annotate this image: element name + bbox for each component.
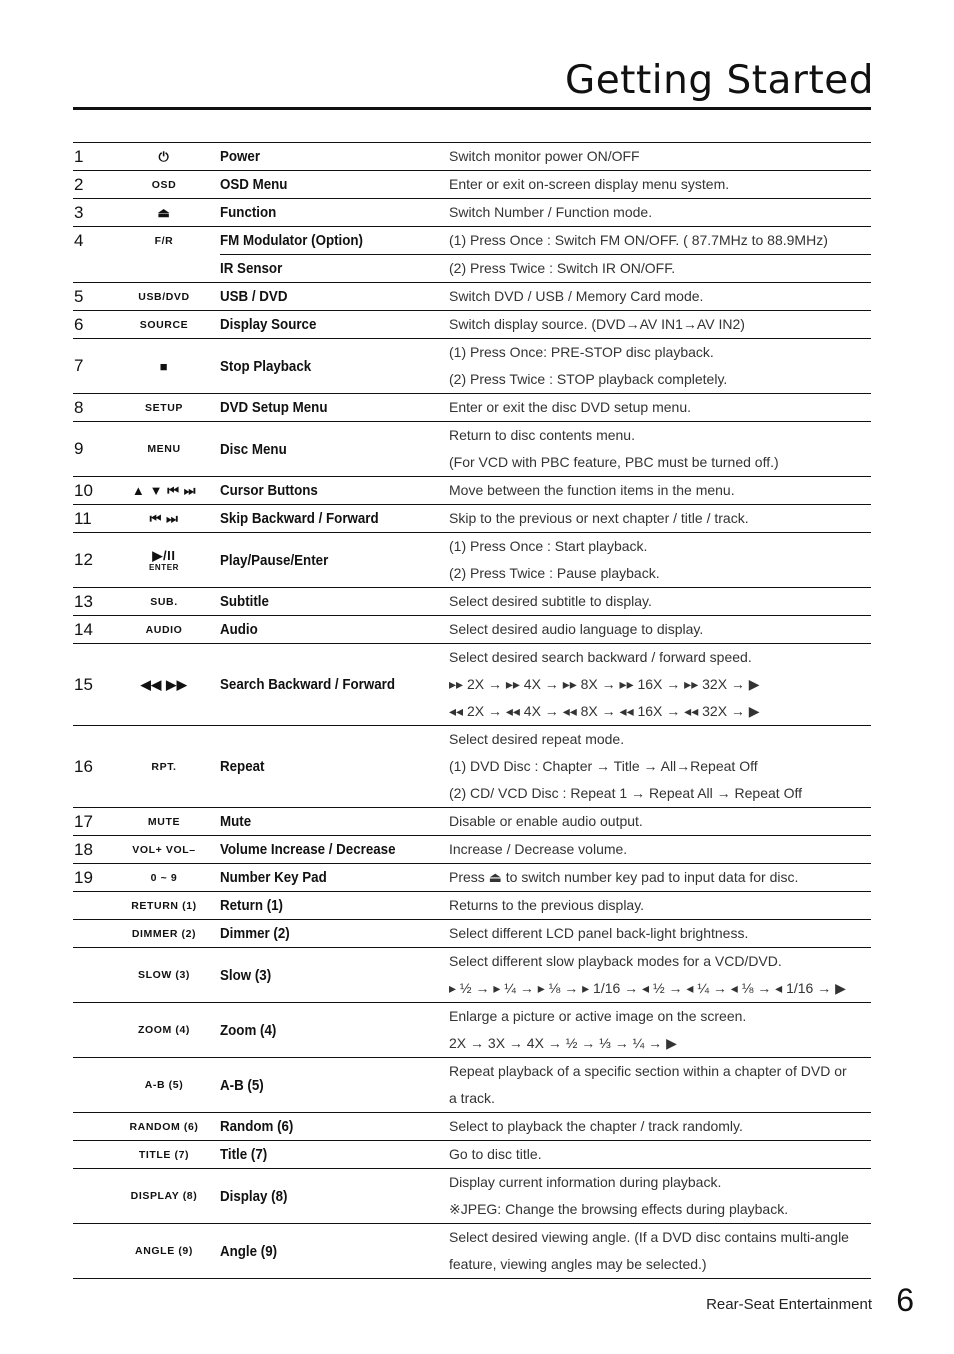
- icon-glyph: DIMMER (2): [131, 927, 197, 940]
- function-name: FM Modulator (Option): [220, 227, 431, 255]
- table-row: [73, 864, 871, 892]
- description-line: Switch DVD / USB / Memory Card mode.: [449, 288, 704, 304]
- function-description: [449, 199, 871, 227]
- button-label-icon: [108, 1003, 220, 1058]
- table-row: [73, 143, 871, 171]
- function-description: [449, 1058, 871, 1113]
- icon-glyph: ANGLE (9): [135, 1245, 193, 1257]
- function-name: Number Key Pad: [220, 864, 431, 892]
- description-line: Select different slow playback modes for a VCD/DVD.: [449, 953, 782, 969]
- button-label-icon: [108, 892, 220, 920]
- description-line: (1) Press Once : Switch FM ON/OFF. ( 87.7MHz to 88.9MHz): [449, 232, 828, 248]
- description-line: Display current information during playback.: [449, 1174, 722, 1190]
- function-name: Zoom (4): [220, 1003, 431, 1058]
- row-number: [73, 1058, 108, 1113]
- function-name: IR Sensor: [220, 255, 431, 283]
- table-row: [73, 588, 871, 616]
- function-description: [449, 920, 871, 948]
- eject-icon: [108, 199, 220, 227]
- table-row: [73, 1113, 871, 1141]
- function-description: [449, 1113, 871, 1141]
- table-row: [73, 892, 871, 920]
- description-line: a track.: [449, 1090, 495, 1106]
- description-line: Switch Number / Function mode.: [449, 204, 653, 220]
- function-description: [449, 1169, 871, 1224]
- function-name: DVD Setup Menu: [220, 394, 431, 422]
- table-row: [73, 726, 871, 808]
- icon-glyph: SLOW (3): [137, 969, 191, 981]
- description-line: Enlarge a picture or active image on the screen.: [449, 1008, 747, 1024]
- description-line: (1) Press Once : Start playback.: [449, 538, 648, 554]
- button-label-icon: [108, 726, 220, 808]
- description-line: (2) Press Twice : Pause playback.: [449, 565, 660, 581]
- icon-glyph: DISPLAY (8): [130, 1190, 198, 1202]
- function-description: [449, 283, 871, 311]
- function-description: [449, 1003, 871, 1058]
- function-name: OSD Menu: [220, 171, 431, 199]
- row-number: [73, 892, 108, 920]
- button-label-icon: [108, 311, 220, 339]
- button-label-icon: [108, 1169, 220, 1224]
- function-name: Skip Backward / Forward: [220, 505, 431, 533]
- table-row: [73, 920, 871, 948]
- function-description: [449, 339, 871, 394]
- row-number: 15: [73, 644, 108, 726]
- button-label-icon: [108, 920, 220, 948]
- icon-glyph: ▲ ▼ ⏮ ⏭: [131, 482, 197, 498]
- row-number: 1: [73, 143, 108, 171]
- table-row: [73, 311, 871, 339]
- button-label-icon: [108, 255, 220, 283]
- row-number: 4: [73, 227, 108, 255]
- icon-glyph: RETURN (1): [131, 899, 197, 912]
- row-number: 14: [73, 616, 108, 644]
- page-title: Getting Started: [564, 58, 874, 103]
- button-label-icon: [108, 588, 220, 616]
- function-description: [449, 808, 871, 836]
- row-number: [73, 1224, 108, 1279]
- icon-glyph: VOL+ VOL–: [132, 843, 196, 856]
- function-name: Search Backward / Forward: [220, 644, 431, 726]
- table-row: [73, 477, 871, 505]
- button-label-icon: [108, 394, 220, 422]
- table-row: [73, 1141, 871, 1169]
- function-description: [449, 726, 871, 808]
- function-description: [449, 948, 871, 1003]
- table-row: [73, 394, 871, 422]
- icon-glyph: ◀◀ ▶▶: [140, 676, 188, 692]
- icon-glyph: RANDOM (6): [129, 1120, 199, 1133]
- icon-glyph: RPT.: [151, 760, 177, 773]
- table-row: [73, 616, 871, 644]
- function-description: [449, 588, 871, 616]
- table-row: [73, 1169, 871, 1224]
- function-name: Cursor Buttons: [220, 477, 431, 505]
- function-description: [449, 892, 871, 920]
- table-row: [73, 227, 871, 255]
- row-number: 11: [73, 505, 108, 533]
- button-label-icon: [108, 864, 220, 892]
- icon-glyph: A-B (5): [144, 1079, 184, 1091]
- row-number: [73, 1169, 108, 1224]
- description-line: (1) DVD Disc : Chapter → Title → All→Repeat Off: [449, 758, 758, 774]
- description-line: Move between the function items in the menu.: [449, 482, 735, 498]
- table-row: [73, 1058, 871, 1113]
- icon-glyph: TITLE (7): [138, 1148, 190, 1161]
- skip-icon: [108, 505, 220, 533]
- table-row: [73, 836, 871, 864]
- function-description: [449, 255, 871, 283]
- description-line: Skip to the previous or next chapter / title / track.: [449, 510, 749, 526]
- icon-glyph: USB/DVD: [138, 290, 190, 303]
- row-number: 19: [73, 864, 108, 892]
- row-number: [73, 1003, 108, 1058]
- row-number: 18: [73, 836, 108, 864]
- function-name: Angle (9): [220, 1224, 431, 1279]
- icon-glyph: SUB.: [150, 595, 178, 608]
- row-number: 3: [73, 199, 108, 227]
- description-line: ▸ ½ → ▸ ¼ → ▸ ⅛ → ▸ 1/16 → ◂ ½ → ◂ ¼ → ◂ ⅛ → ◂ 1/16 → ▶: [449, 980, 846, 996]
- function-description: [449, 644, 871, 726]
- function-description: [449, 616, 871, 644]
- row-number: 12: [73, 533, 108, 588]
- row-number: 16: [73, 726, 108, 808]
- function-name: Slow (3): [220, 948, 431, 1003]
- description-line: Select different LCD panel back-light brightness.: [449, 925, 749, 941]
- row-number: [73, 255, 108, 283]
- table-row: [73, 533, 871, 588]
- description-line: Select desired subtitle to display.: [449, 593, 652, 609]
- description-line: Switch display source. (DVD→AV IN1→AV IN2): [449, 316, 745, 332]
- row-number: 5: [73, 283, 108, 311]
- function-name: Mute: [220, 808, 431, 836]
- button-label-icon: [108, 1141, 220, 1169]
- button-label-icon: [108, 1224, 220, 1279]
- function-name: Random (6): [220, 1113, 431, 1141]
- description-line: Select to playback the chapter / track randomly.: [449, 1118, 743, 1134]
- function-name: Disc Menu: [220, 422, 431, 477]
- table-row: [73, 283, 871, 311]
- description-line: Press ⏏ to switch number key pad to input data for disc.: [449, 869, 799, 885]
- description-line: Disable or enable audio output.: [449, 813, 643, 829]
- function-name: Display Source: [220, 311, 431, 339]
- description-line: Select desired repeat mode.: [449, 731, 625, 747]
- icon-glyph: SOURCE: [139, 318, 189, 331]
- row-number: 7: [73, 339, 108, 394]
- function-name: Play/Pause/Enter: [220, 533, 431, 588]
- button-label-icon: [108, 836, 220, 864]
- table-row: [73, 171, 871, 199]
- description-line: Increase / Decrease volume.: [449, 841, 628, 857]
- function-name: A-B (5): [220, 1058, 431, 1113]
- function-name: Volume Increase / Decrease: [220, 836, 431, 864]
- table-row: [73, 1224, 871, 1279]
- description-line: Return to disc contents menu.: [449, 427, 635, 443]
- function-name: Title (7): [220, 1141, 431, 1169]
- table-row: [73, 505, 871, 533]
- function-name: Audio: [220, 616, 431, 644]
- icon-glyph: ⏮ ⏭: [149, 510, 179, 526]
- icon-glyph: ZOOM (4): [137, 1024, 191, 1036]
- icon-glyph: ■: [159, 358, 169, 374]
- function-description: [449, 1224, 871, 1279]
- row-number: 9: [73, 422, 108, 477]
- button-label-icon: [108, 227, 220, 255]
- table-row: [73, 644, 871, 726]
- button-label-icon: [108, 616, 220, 644]
- table-row: [73, 1003, 871, 1058]
- description-line: (1) Press Once: PRE-STOP disc playback.: [449, 344, 714, 360]
- cursor-arrows-icon: [108, 477, 220, 505]
- description-line: Select desired search backward / forward speed.: [449, 649, 752, 665]
- description-line: feature, viewing angles may be selected.): [449, 1256, 707, 1272]
- function-description: [449, 505, 871, 533]
- stop-icon: [108, 339, 220, 394]
- icon-glyph: 0 ~ 9: [150, 871, 178, 884]
- row-number: 2: [73, 171, 108, 199]
- function-description: [449, 422, 871, 477]
- button-function-table: [73, 142, 871, 1279]
- description-line: Select desired audio language to display.: [449, 621, 704, 637]
- table-row: [73, 422, 871, 477]
- function-name: Power: [220, 143, 431, 171]
- table-row: [73, 808, 871, 836]
- power-icon: [108, 143, 220, 171]
- icon-glyph: OSD: [151, 178, 177, 191]
- row-number: 8: [73, 394, 108, 422]
- title-divider: [73, 107, 871, 110]
- icon-glyph: SETUP: [144, 401, 183, 414]
- function-description: [449, 477, 871, 505]
- function-description: [449, 394, 871, 422]
- icon-sublabel: ENTER: [148, 563, 180, 572]
- button-label-icon: [108, 948, 220, 1003]
- description-line: (2) CD/ VCD Disc : Repeat 1 → Repeat All → Repeat Off: [449, 785, 802, 801]
- table-row: [73, 339, 871, 394]
- function-name: Repeat: [220, 726, 431, 808]
- row-number: [73, 920, 108, 948]
- row-number: [73, 1141, 108, 1169]
- function-name: Display (8): [220, 1169, 431, 1224]
- row-number: [73, 1113, 108, 1141]
- function-name: Subtitle: [220, 588, 431, 616]
- row-number: 17: [73, 808, 108, 836]
- button-label-icon: [108, 808, 220, 836]
- description-line: Enter or exit the disc DVD setup menu.: [449, 399, 691, 415]
- table-row: [73, 255, 871, 283]
- description-line: Select desired viewing angle. (If a DVD disc contains multi-angle: [449, 1229, 849, 1245]
- table-row: [73, 948, 871, 1003]
- icon-glyph: ⏻: [158, 148, 170, 164]
- description-line: Repeat playback of a specific section within a chapter of DVD or: [449, 1063, 847, 1079]
- function-name: USB / DVD: [220, 283, 431, 311]
- description-line: (2) Press Twice : Switch IR ON/OFF.: [449, 260, 676, 276]
- play-pause-icon: [108, 533, 220, 588]
- button-label-icon: [108, 171, 220, 199]
- description-line: (2) Press Twice : STOP playback completely.: [449, 371, 728, 387]
- icon-glyph: MUTE: [147, 815, 181, 828]
- page-number: 6: [896, 1282, 914, 1318]
- row-number: 13: [73, 588, 108, 616]
- function-description: [449, 143, 871, 171]
- description-line: Enter or exit on-screen display menu system.: [449, 176, 730, 192]
- function-name: Dimmer (2): [220, 920, 431, 948]
- description-line: ◂◂ 2X → ◂◂ 4X → ◂◂ 8X → ◂◂ 16X → ◂◂ 32X → ▶: [449, 703, 760, 719]
- search-icon: [108, 644, 220, 726]
- description-line: ※JPEG: Change the browsing effects during playback.: [449, 1201, 789, 1217]
- function-name: Function: [220, 199, 431, 227]
- description-line: ▸▸ 2X → ▸▸ 4X → ▸▸ 8X → ▸▸ 16X → ▸▸ 32X → ▶: [449, 676, 760, 692]
- function-description: [449, 533, 871, 588]
- button-label-icon: [108, 422, 220, 477]
- description-line: Switch monitor power ON/OFF: [449, 148, 640, 164]
- description-line: Returns to the previous display.: [449, 897, 645, 913]
- row-number: [73, 948, 108, 1003]
- button-label-icon: [108, 1113, 220, 1141]
- function-name: Return (1): [220, 892, 431, 920]
- description-line: 2X → 3X → 4X → ½ → ⅓ → ¼ → ▶: [449, 1035, 677, 1051]
- icon-glyph: ▶/II: [152, 548, 176, 563]
- row-number: 6: [73, 311, 108, 339]
- function-description: [449, 227, 871, 255]
- button-label-icon: [108, 1058, 220, 1113]
- row-number: 10: [73, 477, 108, 505]
- button-label-icon: [108, 283, 220, 311]
- description-line: Go to disc title.: [449, 1146, 542, 1162]
- function-description: [449, 836, 871, 864]
- icon-glyph: ⏏: [157, 204, 171, 220]
- description-line: (For VCD with PBC feature, PBC must be turned off.): [449, 454, 779, 470]
- function-name: Stop Playback: [220, 339, 431, 394]
- function-description: [449, 171, 871, 199]
- icon-glyph: AUDIO: [145, 623, 183, 636]
- function-description: [449, 1141, 871, 1169]
- function-description: [449, 311, 871, 339]
- function-description: [449, 864, 871, 892]
- footer-text: Rear-Seat Entertainment: [706, 1296, 872, 1313]
- icon-glyph: F/R: [154, 234, 174, 247]
- icon-glyph: MENU: [147, 443, 181, 455]
- table-row: [73, 199, 871, 227]
